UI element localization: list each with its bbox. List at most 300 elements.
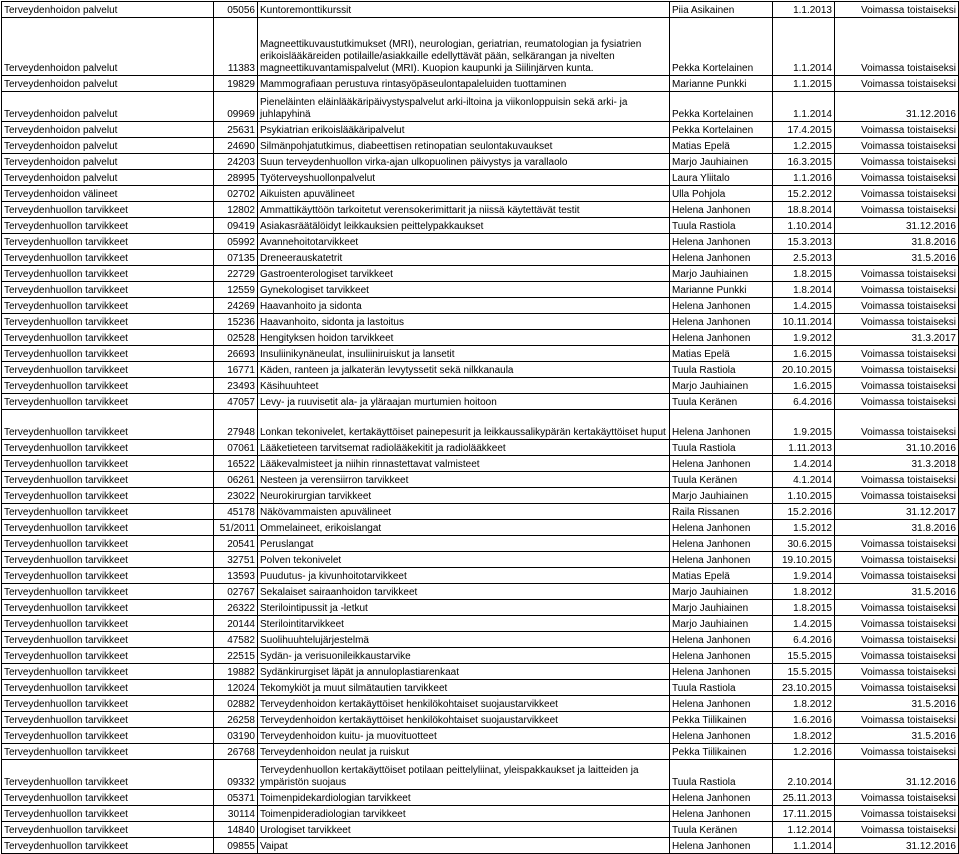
validity-cell: Voimassa toistaiseksi [835, 266, 959, 282]
description-cell: Puudutus- ja kivunhoitotarvikkeet [258, 568, 670, 584]
category-cell: Terveydenhuollon tarvikkeet [2, 568, 214, 584]
start-date-cell: 19.10.2015 [773, 552, 835, 568]
description-cell: Hengityksen hoidon tarvikkeet [258, 330, 670, 346]
table-row [2, 410, 959, 440]
contact-person-cell: Marjo Jauhiainen [670, 378, 773, 394]
description-cell: Avannehoitotarvikkeet [258, 234, 670, 250]
category-cell: Terveydenhoidon palvelut [2, 92, 214, 122]
table-row [2, 680, 959, 696]
validity-cell: Voimassa toistaiseksi [835, 410, 959, 440]
start-date-cell: 1.8.2012 [773, 728, 835, 744]
description-cell: Mammografiaan perustuva rintasyöpäseulontapaleluiden tuottaminen [258, 76, 670, 92]
start-date-cell: 15.3.2013 [773, 234, 835, 250]
start-date-cell: 4.1.2014 [773, 472, 835, 488]
validity-cell: 31.5.2016 [835, 728, 959, 744]
start-date-cell: 6.4.2016 [773, 394, 835, 410]
start-date-cell: 1.8.2012 [773, 696, 835, 712]
description-cell: Ammattikäyttöön tarkoitetut verensokerimittarit ja niissä käytettävät testit [258, 202, 670, 218]
category-cell: Terveydenhuollon tarvikkeet [2, 744, 214, 760]
description-cell: Gynekologiset tarvikkeet [258, 282, 670, 298]
contract-number-cell: 27948 [214, 410, 258, 440]
validity-cell: Voimassa toistaiseksi [835, 76, 959, 92]
category-cell: Terveydenhoidon palvelut [2, 122, 214, 138]
start-date-cell: 1.4.2015 [773, 298, 835, 314]
contact-person-cell: Matias Epelä [670, 346, 773, 362]
start-date-cell: 23.10.2015 [773, 680, 835, 696]
contract-number-cell: 05056 [214, 2, 258, 18]
start-date-cell: 1.9.2015 [773, 410, 835, 440]
start-date-cell: 1.8.2014 [773, 282, 835, 298]
contract-number-cell: 02702 [214, 186, 258, 202]
table-row [2, 440, 959, 456]
contact-person-cell: Helena Janhonen [670, 536, 773, 552]
validity-cell: 31.12.2016 [835, 838, 959, 854]
start-date-cell: 1.8.2015 [773, 600, 835, 616]
category-cell: Terveydenhuollon tarvikkeet [2, 250, 214, 266]
validity-cell: Voimassa toistaiseksi [835, 712, 959, 728]
table-row [2, 138, 959, 154]
start-date-cell: 10.11.2014 [773, 314, 835, 330]
category-cell: Terveydenhuollon tarvikkeet [2, 822, 214, 838]
contact-person-cell: Helena Janhonen [670, 330, 773, 346]
contact-person-cell: Tuula Rastiola [670, 362, 773, 378]
category-cell: Terveydenhuollon tarvikkeet [2, 728, 214, 744]
contact-person-cell: Laura Yliitalo [670, 170, 773, 186]
contract-number-cell: 28995 [214, 170, 258, 186]
contact-person-cell: Matias Epelä [670, 568, 773, 584]
table-row [2, 218, 959, 234]
contact-person-cell: Matias Epelä [670, 138, 773, 154]
contact-person-cell: Pekka Kortelainen [670, 92, 773, 122]
validity-cell: Voimassa toistaiseksi [835, 616, 959, 632]
category-cell: Terveydenhuollon tarvikkeet [2, 680, 214, 696]
category-cell: Terveydenhuollon tarvikkeet [2, 616, 214, 632]
validity-cell: 31.8.2016 [835, 234, 959, 250]
contract-number-cell: 23493 [214, 378, 258, 394]
contact-person-cell: Helena Janhonen [670, 806, 773, 822]
contract-number-cell: 47057 [214, 394, 258, 410]
description-cell: Sterilointitarvikkeet [258, 616, 670, 632]
contract-number-cell: 06261 [214, 472, 258, 488]
validity-cell: 31.5.2016 [835, 250, 959, 266]
contracts-table-body [2, 2, 959, 854]
table-row [2, 394, 959, 410]
category-cell: Terveydenhuollon tarvikkeet [2, 838, 214, 854]
table-row [2, 266, 959, 282]
contract-number-cell: 03190 [214, 728, 258, 744]
contract-number-cell: 12024 [214, 680, 258, 696]
contract-number-cell: 20541 [214, 536, 258, 552]
validity-cell: Voimassa toistaiseksi [835, 552, 959, 568]
contract-number-cell: 20144 [214, 616, 258, 632]
category-cell: Terveydenhuollon tarvikkeet [2, 552, 214, 568]
contact-person-cell: Pekka Kortelainen [670, 122, 773, 138]
table-row [2, 664, 959, 680]
table-row [2, 744, 959, 760]
contract-number-cell: 23022 [214, 488, 258, 504]
description-cell: Sydän- ja verisuonileikkaustarvike [258, 648, 670, 664]
start-date-cell: 17.4.2015 [773, 122, 835, 138]
description-cell: Lääketieteen tarvitsemat radiolääkekitit ja radiolääkkeet [258, 440, 670, 456]
contact-person-cell: Helena Janhonen [670, 728, 773, 744]
validity-cell: Voimassa toistaiseksi [835, 600, 959, 616]
table-row [2, 456, 959, 472]
contract-number-cell: 12802 [214, 202, 258, 218]
validity-cell: 31.12.2017 [835, 504, 959, 520]
contact-person-cell: Helena Janhonen [670, 648, 773, 664]
table-row [2, 806, 959, 822]
table-row [2, 648, 959, 664]
contact-person-cell: Tuula Rastiola [670, 760, 773, 790]
category-cell: Terveydenhuollon tarvikkeet [2, 330, 214, 346]
contact-person-cell: Helena Janhonen [670, 250, 773, 266]
validity-cell: Voimassa toistaiseksi [835, 664, 959, 680]
start-date-cell: 1.2.2016 [773, 744, 835, 760]
category-cell: Terveydenhuollon tarvikkeet [2, 520, 214, 536]
table-row [2, 616, 959, 632]
start-date-cell: 17.11.2015 [773, 806, 835, 822]
contract-number-cell: 02882 [214, 696, 258, 712]
contract-number-cell: 05371 [214, 790, 258, 806]
category-cell: Terveydenhoidon palvelut [2, 76, 214, 92]
contact-person-cell: Tuula Rastiola [670, 680, 773, 696]
start-date-cell: 1.6.2015 [773, 346, 835, 362]
table-row [2, 170, 959, 186]
category-cell: Terveydenhuollon tarvikkeet [2, 282, 214, 298]
category-cell: Terveydenhuollon tarvikkeet [2, 504, 214, 520]
description-cell: Insuliinikynäneulat, insuliiniruiskut ja lansetit [258, 346, 670, 362]
start-date-cell: 2.10.2014 [773, 760, 835, 790]
validity-cell: Voimassa toistaiseksi [835, 2, 959, 18]
contract-number-cell: 45178 [214, 504, 258, 520]
category-cell: Terveydenhuollon tarvikkeet [2, 664, 214, 680]
category-cell: Terveydenhuollon tarvikkeet [2, 378, 214, 394]
table-row [2, 712, 959, 728]
contact-person-cell: Helena Janhonen [670, 632, 773, 648]
description-cell: Peruslangat [258, 536, 670, 552]
validity-cell: Voimassa toistaiseksi [835, 680, 959, 696]
contact-person-cell: Pekka Tiilikainen [670, 712, 773, 728]
validity-cell: Voimassa toistaiseksi [835, 822, 959, 838]
description-cell: Suun terveydenhuollon virka-ajan ulkopuolinen päivystys ja varallaolo [258, 154, 670, 170]
description-cell: Aikuisten apuvälineet [258, 186, 670, 202]
start-date-cell: 1.11.2013 [773, 440, 835, 456]
category-cell: Terveydenhuollon tarvikkeet [2, 394, 214, 410]
validity-cell: Voimassa toistaiseksi [835, 394, 959, 410]
start-date-cell: 1.1.2014 [773, 838, 835, 854]
validity-cell: Voimassa toistaiseksi [835, 202, 959, 218]
contract-number-cell: 09969 [214, 92, 258, 122]
table-row [2, 472, 959, 488]
start-date-cell: 2.5.2013 [773, 250, 835, 266]
category-cell: Terveydenhuollon tarvikkeet [2, 456, 214, 472]
validity-cell: Voimassa toistaiseksi [835, 18, 959, 76]
table-row [2, 520, 959, 536]
validity-cell: Voimassa toistaiseksi [835, 282, 959, 298]
category-cell: Terveydenhoidon palvelut [2, 170, 214, 186]
contact-person-cell: Pekka Tiilikainen [670, 744, 773, 760]
start-date-cell: 15.2.2012 [773, 186, 835, 202]
contact-person-cell: Helena Janhonen [670, 298, 773, 314]
description-cell: Käsihuuhteet [258, 378, 670, 394]
validity-cell: Voimassa toistaiseksi [835, 122, 959, 138]
start-date-cell: 1.4.2014 [773, 456, 835, 472]
description-cell: Urologiset tarvikkeet [258, 822, 670, 838]
category-cell: Terveydenhuollon tarvikkeet [2, 234, 214, 250]
contract-number-cell: 19882 [214, 664, 258, 680]
start-date-cell: 25.11.2013 [773, 790, 835, 806]
contact-person-cell: Marianne Punkki [670, 76, 773, 92]
description-cell: Haavanhoito ja sidonta [258, 298, 670, 314]
validity-cell: Voimassa toistaiseksi [835, 170, 959, 186]
start-date-cell: 1.9.2012 [773, 330, 835, 346]
description-cell: Terveydenhoidon kertakäyttöiset henkilökohtaiset suojaustarvikkeet [258, 712, 670, 728]
validity-cell: Voimassa toistaiseksi [835, 536, 959, 552]
contract-number-cell: 11383 [214, 18, 258, 76]
category-cell: Terveydenhuollon tarvikkeet [2, 440, 214, 456]
contract-number-cell: 22515 [214, 648, 258, 664]
table-row [2, 282, 959, 298]
category-cell: Terveydenhuollon tarvikkeet [2, 488, 214, 504]
description-cell: Pieneläinten eläinlääkäripäivystyspalvelut arki-iltoina ja viikonloppuisin sekä arki- ja juhlapyhinä [258, 92, 670, 122]
description-cell: Sekalaiset sairaanhoidon tarvikkeet [258, 584, 670, 600]
validity-cell: 31.5.2016 [835, 584, 959, 600]
category-cell: Terveydenhoidon palvelut [2, 138, 214, 154]
contract-number-cell: 07061 [214, 440, 258, 456]
contract-number-cell: 19829 [214, 76, 258, 92]
validity-cell: 31.5.2016 [835, 696, 959, 712]
start-date-cell: 15.5.2015 [773, 664, 835, 680]
start-date-cell: 1.8.2012 [773, 584, 835, 600]
contract-number-cell: 24690 [214, 138, 258, 154]
start-date-cell: 1.1.2013 [773, 2, 835, 18]
contact-person-cell: Marjo Jauhiainen [670, 154, 773, 170]
validity-cell: 31.12.2016 [835, 92, 959, 122]
category-cell: Terveydenhuollon tarvikkeet [2, 202, 214, 218]
category-cell: Terveydenhuollon tarvikkeet [2, 790, 214, 806]
validity-cell: 31.12.2016 [835, 218, 959, 234]
table-row [2, 346, 959, 362]
contract-number-cell: 16771 [214, 362, 258, 378]
validity-cell: Voimassa toistaiseksi [835, 138, 959, 154]
contact-person-cell: Marjo Jauhiainen [670, 488, 773, 504]
contract-number-cell: 02528 [214, 330, 258, 346]
contact-person-cell: Pekka Kortelainen [670, 18, 773, 76]
category-cell: Terveydenhuollon tarvikkeet [2, 472, 214, 488]
contracts-table [1, 1, 959, 854]
table-row [2, 568, 959, 584]
category-cell: Terveydenhuollon tarvikkeet [2, 314, 214, 330]
validity-cell: 31.3.2018 [835, 456, 959, 472]
contact-person-cell: Marjo Jauhiainen [670, 266, 773, 282]
contact-person-cell: Tuula Keränen [670, 472, 773, 488]
category-cell: Terveydenhuollon tarvikkeet [2, 362, 214, 378]
contract-number-cell: 24269 [214, 298, 258, 314]
contract-number-cell: 09419 [214, 218, 258, 234]
description-cell: Toimenpideradiologian tarvikkeet [258, 806, 670, 822]
contact-person-cell: Tuula Keränen [670, 822, 773, 838]
table-row [2, 202, 959, 218]
contract-number-cell: 30114 [214, 806, 258, 822]
category-cell: Terveydenhuollon tarvikkeet [2, 648, 214, 664]
description-cell: Lääkevalmisteet ja niihin rinnastettavat valmisteet [258, 456, 670, 472]
start-date-cell: 1.12.2014 [773, 822, 835, 838]
contact-person-cell: Tuula Keränen [670, 394, 773, 410]
table-row [2, 298, 959, 314]
contract-number-cell: 07135 [214, 250, 258, 266]
contract-number-cell: 05992 [214, 234, 258, 250]
contract-number-cell: 13593 [214, 568, 258, 584]
description-cell: Nesteen ja verensiirron tarvikkeet [258, 472, 670, 488]
table-row [2, 488, 959, 504]
contact-person-cell: Helena Janhonen [670, 520, 773, 536]
contact-person-cell: Raila Rissanen [670, 504, 773, 520]
contact-person-cell: Helena Janhonen [670, 456, 773, 472]
table-row [2, 122, 959, 138]
category-cell: Terveydenhuollon tarvikkeet [2, 346, 214, 362]
description-cell: Terveydenhuollon kertakäyttöiset potilaan peittelyliinat, yleispakkaukset ja laitteiden ja ympäristön suojaus [258, 760, 670, 790]
category-cell: Terveydenhuollon tarvikkeet [2, 584, 214, 600]
start-date-cell: 15.2.2016 [773, 504, 835, 520]
table-row [2, 632, 959, 648]
category-cell: Terveydenhuollon tarvikkeet [2, 760, 214, 790]
description-cell: Tekomykiöt ja muut silmätautien tarvikkeet [258, 680, 670, 696]
contact-person-cell: Helena Janhonen [670, 410, 773, 440]
contract-number-cell: 51/2011 [214, 520, 258, 536]
table-row [2, 2, 959, 18]
table-row [2, 362, 959, 378]
description-cell: Näkövammaisten apuvälineet [258, 504, 670, 520]
validity-cell: Voimassa toistaiseksi [835, 790, 959, 806]
contact-person-cell: Tuula Rastiola [670, 440, 773, 456]
contract-number-cell: 26693 [214, 346, 258, 362]
start-date-cell: 20.10.2015 [773, 362, 835, 378]
start-date-cell: 1.6.2016 [773, 712, 835, 728]
contract-number-cell: 26322 [214, 600, 258, 616]
description-cell: Lonkan tekonivelet, kertakäyttöiset painepesurit ja leikkaussalikypärän kertakäyttöiset huput [258, 410, 670, 440]
start-date-cell: 1.10.2015 [773, 488, 835, 504]
description-cell: Asiakasräätälöidyt leikkauksien peittelypakkaukset [258, 218, 670, 234]
contact-person-cell: Marjo Jauhiainen [670, 600, 773, 616]
start-date-cell: 1.8.2015 [773, 266, 835, 282]
description-cell: Levy- ja ruuvisetit ala- ja yläraajan murtumien hoitoon [258, 394, 670, 410]
contact-person-cell: Marianne Punkki [670, 282, 773, 298]
category-cell: Terveydenhuollon tarvikkeet [2, 712, 214, 728]
contract-number-cell: 14840 [214, 822, 258, 838]
start-date-cell: 15.5.2015 [773, 648, 835, 664]
start-date-cell: 1.10.2014 [773, 218, 835, 234]
validity-cell: Voimassa toistaiseksi [835, 632, 959, 648]
description-cell: Dreneerauskatetrit [258, 250, 670, 266]
validity-cell: Voimassa toistaiseksi [835, 346, 959, 362]
description-cell: Suolihuuhtelujärjestelmä [258, 632, 670, 648]
contact-person-cell: Ulla Pohjola [670, 186, 773, 202]
start-date-cell: 1.1.2014 [773, 18, 835, 76]
start-date-cell: 1.1.2015 [773, 76, 835, 92]
start-date-cell: 30.6.2015 [773, 536, 835, 552]
contract-number-cell: 15236 [214, 314, 258, 330]
category-cell: Terveydenhoidon palvelut [2, 154, 214, 170]
contact-person-cell: Piia Asikainen [670, 2, 773, 18]
start-date-cell: 1.1.2014 [773, 92, 835, 122]
category-cell: Terveydenhoidon välineet [2, 186, 214, 202]
description-cell: Polven tekonivelet [258, 552, 670, 568]
description-cell: Ommelaineet, erikoislangat [258, 520, 670, 536]
description-cell: Sterilointipussit ja -letkut [258, 600, 670, 616]
table-row [2, 186, 959, 202]
description-cell: Terveydenhoidon kertakäyttöiset henkilökohtaiset suojaustarvikkeet [258, 696, 670, 712]
category-cell: Terveydenhuollon tarvikkeet [2, 696, 214, 712]
description-cell: Toimenpidekardiologian tarvikkeet [258, 790, 670, 806]
contact-person-cell: Helena Janhonen [670, 234, 773, 250]
contact-person-cell: Tuula Rastiola [670, 218, 773, 234]
category-cell: Terveydenhuollon tarvikkeet [2, 410, 214, 440]
description-cell: Sydänkirurgiset läpät ja annuloplastiarenkaat [258, 664, 670, 680]
table-row [2, 250, 959, 266]
table-row [2, 18, 959, 76]
category-cell: Terveydenhuollon tarvikkeet [2, 806, 214, 822]
validity-cell: Voimassa toistaiseksi [835, 472, 959, 488]
description-cell: Vaipat [258, 838, 670, 854]
table-row [2, 330, 959, 346]
validity-cell: Voimassa toistaiseksi [835, 488, 959, 504]
contact-person-cell: Helena Janhonen [670, 838, 773, 854]
validity-cell: Voimassa toistaiseksi [835, 806, 959, 822]
contact-person-cell: Helena Janhonen [670, 790, 773, 806]
validity-cell: 31.12.2016 [835, 760, 959, 790]
category-cell: Terveydenhuollon tarvikkeet [2, 600, 214, 616]
validity-cell: Voimassa toistaiseksi [835, 154, 959, 170]
contract-number-cell: 26768 [214, 744, 258, 760]
validity-cell: 31.3.2017 [835, 330, 959, 346]
validity-cell: Voimassa toistaiseksi [835, 744, 959, 760]
description-cell: Kuntoremonttikurssit [258, 2, 670, 18]
category-cell: Terveydenhoidon palvelut [2, 18, 214, 76]
table-row [2, 154, 959, 170]
table-row [2, 696, 959, 712]
description-cell: Terveydenhoidon neulat ja ruiskut [258, 744, 670, 760]
table-row [2, 536, 959, 552]
contract-number-cell: 09332 [214, 760, 258, 790]
validity-cell: Voimassa toistaiseksi [835, 648, 959, 664]
category-cell: Terveydenhuollon tarvikkeet [2, 218, 214, 234]
contract-number-cell: 25631 [214, 122, 258, 138]
contact-person-cell: Helena Janhonen [670, 696, 773, 712]
validity-cell: Voimassa toistaiseksi [835, 314, 959, 330]
category-cell: Terveydenhoidon palvelut [2, 2, 214, 18]
contract-number-cell: 16522 [214, 456, 258, 472]
start-date-cell: 1.5.2012 [773, 520, 835, 536]
description-cell: Käden, ranteen ja jalkaterän levytyssetit sekä nilkkanaula [258, 362, 670, 378]
contact-person-cell: Helena Janhonen [670, 314, 773, 330]
table-row [2, 728, 959, 744]
table-row [2, 838, 959, 854]
table-row [2, 584, 959, 600]
validity-cell: Voimassa toistaiseksi [835, 568, 959, 584]
start-date-cell: 1.9.2014 [773, 568, 835, 584]
contract-number-cell: 22729 [214, 266, 258, 282]
validity-cell: Voimassa toistaiseksi [835, 298, 959, 314]
table-row [2, 314, 959, 330]
description-cell: Silmänpohjatutkimus, diabeettisen retinopatian seulontakuvaukset [258, 138, 670, 154]
contract-number-cell: 32751 [214, 552, 258, 568]
contact-person-cell: Helena Janhonen [670, 552, 773, 568]
table-row [2, 76, 959, 92]
category-cell: Terveydenhuollon tarvikkeet [2, 536, 214, 552]
contract-number-cell: 26258 [214, 712, 258, 728]
contract-number-cell: 47582 [214, 632, 258, 648]
contact-person-cell: Helena Janhonen [670, 202, 773, 218]
